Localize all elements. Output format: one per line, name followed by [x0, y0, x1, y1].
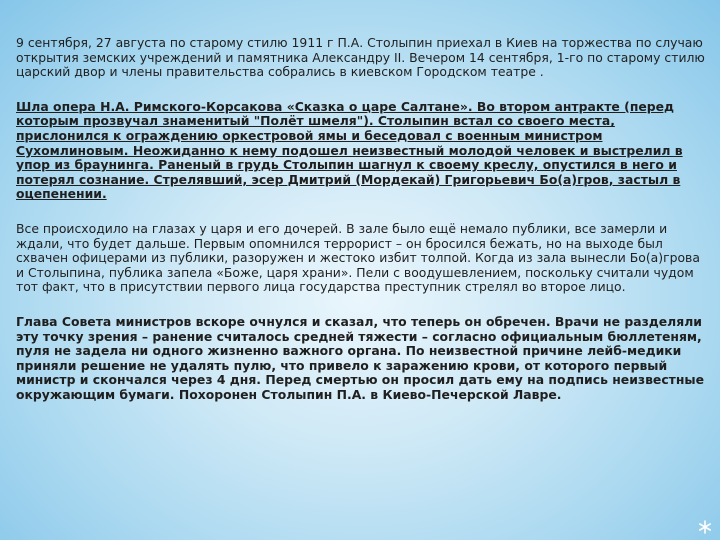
- paragraph-arrival: 9 сентября, 27 августа по старому стилю 1911 г П.А. Столыпин приехал в Киев на торжества по случаю открытия земских учреждений и памятника Александру II. Вечером 14 сентября, 1-го по старому стилю царский двор и члены правительства собрались в киевском Городском театре .: [16, 35, 705, 80]
- paragraph-public-reaction: Все происходило на глазах у царя и его дочерей. В зале было ещё немало публики, все замерли и ждали, что будет дальше. Первым опомнился террорист – он бросился бежать, но на выходе был схвачен офицерами из публики, разоружен и жестоко избит толпой. Когда из зала вынесли Бо(а)грова и Столыпина, публика запела «Боже, царя храни». Пели с воодушевлением, поскольку считали чудом тот факт, что в присутствии первого лица государства преступник стрелял во второе лицо.: [16, 220, 700, 295]
- paragraph-death: Глава Совета министров вскоре очнулся и сказал, что теперь он обречен. Врачи не разделяли эту точку зрения – ранение считалось средней тяжести – согласно официальным бюллетеням, пуля не задела ни одного жизненно важного органа. По неизвестной причине лейб-медики приняли решение не удалять пулю, что привело к заражению крови, от которого первый министр и скончался через 4 дня. Перед смертью он просил дать ему на подпись неизвестные окружающим бумаги. Похоронен Столыпин П.А. в Киево-Печерской Лавре.: [16, 313, 705, 402]
- slide-text-body: [16, 36, 706, 422]
- asterisk-mark-icon: [698, 520, 712, 534]
- paragraph-opera-shooting: Шла опера Н.А. Римского-Корсакова «Сказка о царе Салтане». Во втором антракте (перед которым прозвучал знаменитый "Полёт шмеля"). Столыпин встал со своего места, прислонился к ограждению оркестровой ямы и беседовал с военным министром Сухомлиновым. Неожиданно к нему подошел неизвестный молодой человек и выстрелил в упор из браунинга. Раненый в грудь Столыпин шагнул к своему креслу, опустился в него и потерял сознание. Стрелявший, эсер Дмитрий (Мордекай) Григорьевич Бо(а)гров, застыл в оцепенении.: [16, 98, 683, 202]
